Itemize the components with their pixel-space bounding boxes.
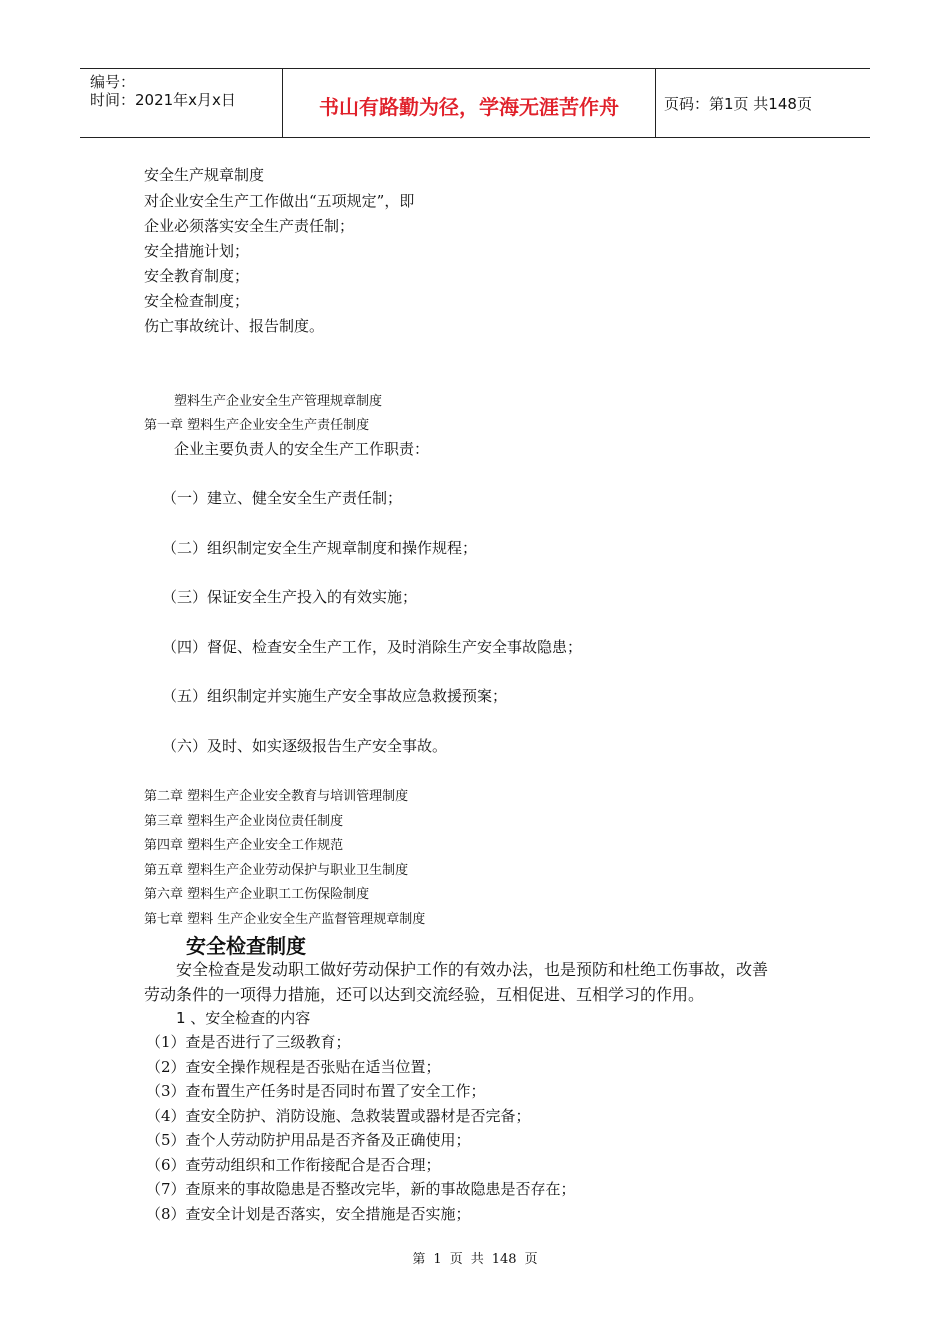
check-item: （3）查布置生产任务时是否同时布置了安全工作；: [146, 1082, 486, 1100]
check-item: （5）查个人劳动防护用品是否齐备及正确使用；: [146, 1131, 471, 1149]
check-item: （1）查是否进行了三级教育；: [146, 1033, 351, 1051]
footer-part: 第: [412, 1252, 426, 1267]
document-header: [80, 68, 870, 138]
chapter-heading: 第二章 塑料生产企业安全教育与培训管理制度: [144, 789, 409, 804]
duty-item: （一）建立、健全安全生产责任制；: [162, 489, 403, 507]
duty-item: （六）及时、如实逐级报告生产安全事故。: [162, 737, 448, 755]
chapter-heading: 第一章 塑料生产企业安全生产责任制度: [144, 418, 370, 433]
check-item: （6）查劳动组织和工作衔接配合是否合理；: [146, 1156, 441, 1174]
number-label: 编号：: [90, 73, 136, 91]
footer-page-number: 1: [433, 1252, 442, 1267]
paragraph-line: 劳动条件的一项得力措施，还可以达到交流经验，互相促进、互相学习的作用。: [144, 985, 705, 1004]
intro-line: 安全措施计划；: [144, 242, 250, 260]
intro-line: 安全教育制度；: [144, 267, 250, 285]
chapter-heading: 第七章 塑料 生产企业安全生产监督管理规章制度: [144, 912, 426, 927]
intro-line: 伤亡事故统计、报告制度。: [144, 317, 325, 335]
header-meta-cell: [80, 69, 283, 137]
footer-part: 页: [449, 1252, 463, 1267]
motto-text: 书山有路勤为径，学海无涯苦作舟: [319, 95, 619, 119]
footer-part: 页: [524, 1252, 538, 1267]
intro-line: 安全检查制度；: [144, 292, 250, 310]
intro-line: 对企业安全生产工作做出“五项规定”，即: [144, 192, 415, 210]
paragraph-line: 安全检查是发动职工做好劳动保护工作的有效办法，也是预防和杜绝工伤事故，改善: [176, 960, 769, 979]
page-footer: [0, 1248, 950, 1267]
check-item: （4）查安全防护、消防设施、急救装置或器材是否完备；: [146, 1107, 531, 1125]
time-label: 时间：2021年x月x日: [90, 91, 236, 109]
duty-item: （四）督促、检查安全生产工作，及时消除生产安全事故隐患；: [162, 638, 583, 656]
chapter-heading: 第三章 塑料生产企业岗位责任制度: [144, 814, 344, 829]
duty-item: （二）组织制定安全生产规章制度和操作规程；: [162, 539, 478, 557]
duty-item: （五）组织制定并实施生产安全事故应急救援预案；: [162, 687, 508, 705]
chapter-heading: 第五章 塑料生产企业劳动保护与职业卫生制度: [144, 863, 409, 878]
duties-heading: 企业主要负责人的安全生产工作职责：: [174, 440, 430, 458]
chapter-heading: 第六章 塑料生产企业职工工伤保险制度: [144, 887, 370, 902]
regulation-title: 塑料生产企业安全生产管理规章制度: [174, 394, 383, 409]
check-item: （7）查原来的事故隐患是否整改完毕，新的事故隐患是否存在；: [146, 1180, 576, 1198]
check-item: （2）查安全操作规程是否张贴在适当位置；: [146, 1058, 441, 1076]
footer-part: 共: [470, 1252, 484, 1267]
duty-item: （三）保证安全生产投入的有效实施；: [162, 588, 418, 606]
intro-line: 安全生产规章制度: [144, 166, 265, 184]
page-indicator: 页码：第1页 共148页: [664, 95, 812, 113]
header-motto-cell: [283, 69, 656, 137]
check-item: （8）查安全计划是否落实，安全措施是否实施；: [146, 1205, 471, 1223]
subsection-heading: 1 、安全检查的内容: [176, 1009, 311, 1027]
footer-total-pages: 148: [491, 1252, 517, 1267]
section-title: 安全检查制度: [186, 934, 306, 958]
chapter-heading: 第四章 塑料生产企业安全工作规范: [144, 838, 344, 853]
intro-line: 企业必须落实安全生产责任制；: [144, 217, 355, 235]
header-page-cell: [656, 69, 870, 137]
